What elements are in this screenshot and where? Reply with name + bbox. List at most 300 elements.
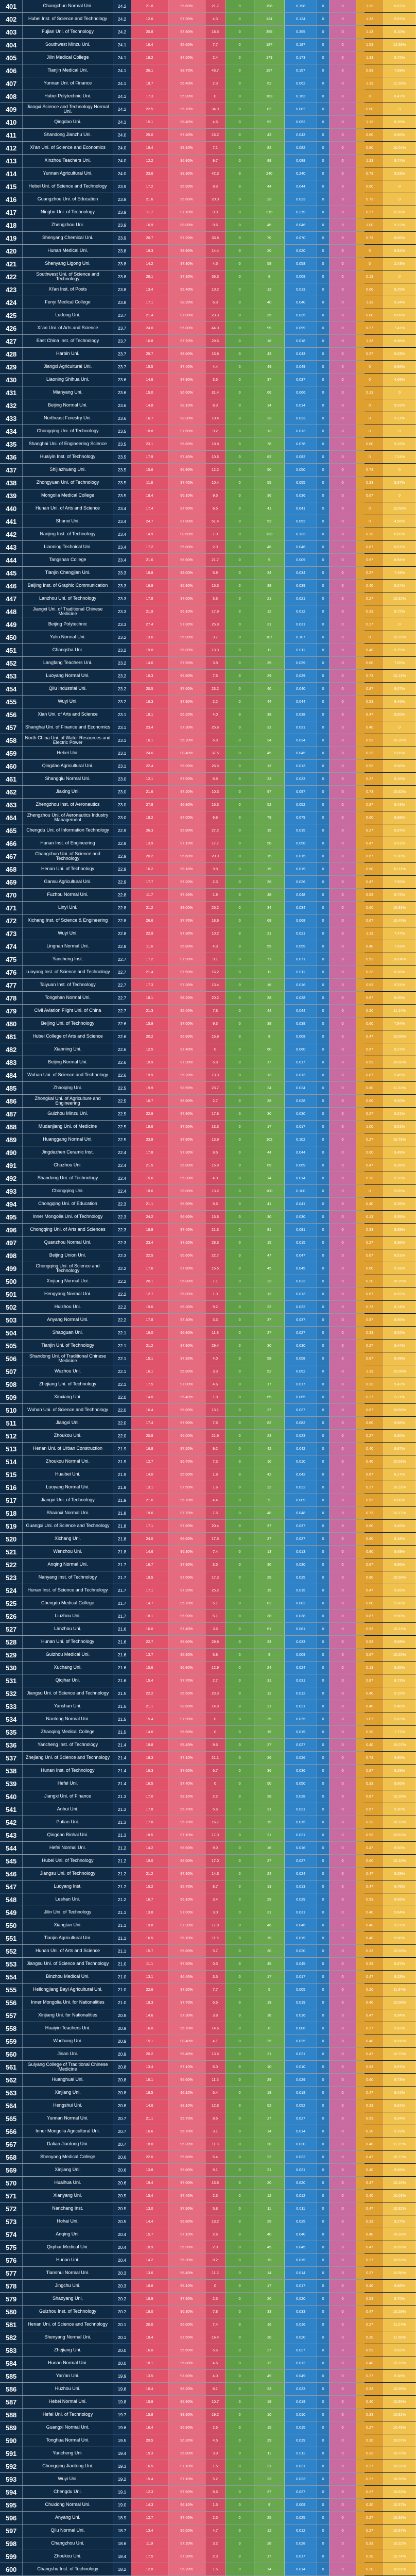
metric-cell: 0 xyxy=(226,824,254,837)
metric-cell: 0 xyxy=(226,180,254,193)
metric-cell: 22.0 xyxy=(131,2151,168,2163)
metric-cell: 0.052 xyxy=(285,1365,317,1378)
metric-cell: 0 xyxy=(317,1365,330,1378)
metric-cell: 0 xyxy=(356,90,384,103)
metric-cell: 15.5 xyxy=(205,580,226,592)
employment-rate-cell: 97.10% xyxy=(168,1752,205,1764)
metric-cell: 31 xyxy=(254,618,285,631)
metric-cell: 0 xyxy=(317,721,330,734)
metric-cell: 0 xyxy=(330,1185,356,1197)
percentage-cell: 9.28% xyxy=(384,1971,416,1983)
table-row xyxy=(0,502,406,515)
employment-rate-cell: 98.70% xyxy=(168,64,205,77)
metric-cell: 30 xyxy=(254,1340,285,1352)
metric-cell: 17.8 xyxy=(131,1803,168,1816)
metric-cell: 0 xyxy=(317,1893,330,1906)
rank-cell: 551 xyxy=(0,1932,23,1944)
table-row xyxy=(0,1945,406,1958)
metric-cell: 52 xyxy=(254,116,285,128)
metric-cell: 21.9 xyxy=(131,605,168,618)
university-name-cell: Fenyi Medical College xyxy=(23,296,113,309)
metric-cell: 0.013 xyxy=(285,283,317,296)
metric-cell: 0 xyxy=(226,2280,254,2292)
metric-cell: 25.6 xyxy=(205,721,226,734)
metric-cell: 0 xyxy=(330,2537,356,2550)
metric-cell: 0 xyxy=(226,1803,254,1816)
metric-cell: 0 xyxy=(330,1468,356,1481)
metric-cell: 0 xyxy=(330,206,356,218)
table-row xyxy=(0,1790,406,1803)
metric-cell: 0.40 xyxy=(356,1932,384,1944)
score-cell: 24.2 xyxy=(113,26,131,38)
metric-cell: 16.9 xyxy=(131,219,168,231)
rank-cell: 560 xyxy=(0,2048,23,2060)
metric-cell: 0.355 xyxy=(285,26,317,38)
score-cell: 22.4 xyxy=(113,1159,131,1172)
table-row xyxy=(0,2280,405,2293)
university-name-cell: Binzhou Medical Uni. xyxy=(23,1971,113,1983)
metric-cell: 0.60 xyxy=(356,1018,384,1030)
employment-rate-cell: 96.10% xyxy=(168,2087,205,2099)
metric-cell: 0 xyxy=(330,1146,356,1159)
metric-cell: 0.87 xyxy=(356,1069,384,1081)
metric-cell: 0 xyxy=(226,1018,254,1030)
metric-cell: 0 xyxy=(330,1481,356,1494)
metric-cell: 0 xyxy=(330,1121,356,1133)
metric-cell: 0 xyxy=(226,206,254,218)
metric-cell: 44 xyxy=(254,1005,285,1017)
score-cell: 23.9 xyxy=(113,193,131,206)
rank-cell: 485 xyxy=(0,1082,23,1094)
metric-cell: 0 xyxy=(317,1906,330,1919)
metric-cell: 18.7 xyxy=(131,77,168,90)
rank-cell: 461 xyxy=(0,773,23,785)
metric-cell: 0 xyxy=(330,309,356,321)
metric-cell: 219 xyxy=(254,206,285,218)
table-row xyxy=(0,90,405,103)
metric-cell: 7.6 xyxy=(205,670,226,682)
university-name-cell: Shangqiu Normal Uni. xyxy=(23,773,113,785)
rank-cell: 482 xyxy=(0,1043,23,1056)
employment-rate-cell: 97.10% xyxy=(168,2460,205,2472)
table-row xyxy=(0,155,405,167)
table-row xyxy=(0,940,405,953)
metric-cell: 0 xyxy=(226,296,254,309)
metric-cell: 0 xyxy=(317,2280,330,2292)
employment-rate-cell: 96.60% xyxy=(168,193,205,206)
table-row xyxy=(0,1236,405,1249)
metric-cell: 0.045 xyxy=(285,1958,317,1970)
metric-cell: 11.8 xyxy=(205,2138,226,2150)
metric-cell: 7.0 xyxy=(205,528,226,540)
metric-cell: 0.40 xyxy=(356,721,384,734)
metric-cell: 0 xyxy=(226,1352,254,1365)
metric-cell: 5.8 xyxy=(205,1056,226,1069)
percentage-cell: 9.63% xyxy=(384,1713,416,1725)
metric-cell: 0 xyxy=(226,1816,254,1828)
percentage-cell: 9.42% xyxy=(384,1378,416,1391)
score-cell: 23.3 xyxy=(113,592,131,605)
table-row xyxy=(0,515,405,528)
metric-cell: 17.8 xyxy=(131,592,168,605)
employment-rate-cell: 97.60% xyxy=(168,1571,205,1584)
metric-cell: 1.33 xyxy=(356,296,384,309)
rank-cell: 467 xyxy=(0,850,23,862)
metric-cell: 0.60 xyxy=(356,180,384,193)
percentage-cell: 8.66% xyxy=(384,1893,416,1906)
metric-cell: 82 xyxy=(254,142,285,154)
metric-cell: 0 xyxy=(226,2035,254,2047)
metric-cell: 0 xyxy=(330,1455,356,1468)
score-cell: 21.7 xyxy=(113,1597,131,1609)
table-row xyxy=(0,309,405,322)
metric-cell: 17 xyxy=(254,2280,285,2292)
metric-cell: 27 xyxy=(254,1327,285,1339)
rank-cell: 415 xyxy=(0,180,23,193)
metric-cell: 0.025 xyxy=(285,1713,317,1725)
metric-cell: 0 xyxy=(330,1687,356,1700)
metric-cell: 0 xyxy=(226,953,254,965)
university-name-cell: Changshu Inst. of Technology xyxy=(23,2563,113,2575)
score-cell: 24.0 xyxy=(113,167,131,180)
university-name-cell: Qingdao Agricultural Uni. xyxy=(23,760,113,772)
percentage-cell: 5.05% xyxy=(384,747,416,759)
metric-cell: 0 xyxy=(330,902,356,914)
table-row xyxy=(0,683,405,696)
metric-cell: 17.9 xyxy=(131,451,168,463)
score-cell: 18.7 xyxy=(113,2524,131,2537)
score-cell: 18.4 xyxy=(113,2550,131,2563)
score-cell: 23.4 xyxy=(113,554,131,566)
percentage-cell: 10.39% xyxy=(384,2473,416,2485)
metric-cell: 14 xyxy=(254,2563,285,2575)
employment-rate-cell: 97.70% xyxy=(168,1996,205,2009)
metric-cell: 0.052 xyxy=(285,116,317,128)
metric-cell: 0 xyxy=(317,374,330,386)
percentage-cell: 8.48% xyxy=(384,1352,416,1365)
metric-cell: 2.5 xyxy=(205,2512,226,2524)
metric-cell: 0.20 xyxy=(356,2434,384,2447)
metric-cell: 0 xyxy=(226,721,254,734)
table-row xyxy=(0,2009,405,2022)
metric-cell: 12.9 xyxy=(205,1662,226,1674)
metric-cell: 21 xyxy=(254,2460,285,2472)
metric-cell: 15.8 xyxy=(205,1159,226,1172)
metric-cell: 15.4 xyxy=(131,2473,168,2485)
metric-cell: 0 xyxy=(330,1932,356,1944)
table-row xyxy=(0,1468,405,1481)
university-name-cell: Beijing Normal Uni. xyxy=(23,399,113,412)
metric-cell: 0 xyxy=(330,386,356,399)
metric-cell: 9.3 xyxy=(205,1018,226,1030)
metric-cell: 0 xyxy=(226,1365,254,1378)
employment-rate-cell: 96.70% xyxy=(168,1880,205,1893)
rank-cell: 576 xyxy=(0,2254,23,2266)
metric-cell: 97 xyxy=(254,786,285,798)
percentage-cell: 10.28% xyxy=(384,1790,416,1803)
table-row xyxy=(0,1198,405,1211)
score-cell: 23.4 xyxy=(113,541,131,553)
metric-cell: 0 xyxy=(317,1687,330,1700)
metric-cell: 0 xyxy=(330,2499,356,2511)
metric-cell: 2.7 xyxy=(205,1674,226,1687)
metric-cell: 45 xyxy=(254,1958,285,1970)
metric-cell: 0.53 xyxy=(356,1623,384,1635)
table-row xyxy=(0,245,405,258)
metric-cell: 0.040 xyxy=(285,296,317,309)
university-name-cell: Hunan Uni. of Arts and Science xyxy=(23,502,113,515)
metric-cell: 0 xyxy=(330,2241,356,2253)
rank-cell: 403 xyxy=(0,26,23,38)
metric-cell: 0.107 xyxy=(285,631,317,643)
metric-cell: 6.5 xyxy=(205,502,226,515)
metric-cell: 10.2 xyxy=(205,283,226,296)
employment-rate-cell: 95.80% xyxy=(168,541,205,553)
metric-cell: 14.3 xyxy=(131,2499,168,2511)
metric-cell: 0 xyxy=(317,979,330,991)
rank-cell: 571 xyxy=(0,2190,23,2202)
metric-cell: 0 xyxy=(226,103,254,115)
percentage-cell: 0 xyxy=(384,193,416,206)
metric-cell: 0 xyxy=(226,1893,254,1906)
metric-cell: 0 xyxy=(317,657,330,669)
score-cell: 22.0 xyxy=(113,1417,131,1429)
university-name-cell: Chengdu Uni. xyxy=(23,2486,113,2498)
metric-cell: 5.7 xyxy=(205,1945,226,1957)
metric-cell: 82 xyxy=(254,1417,285,1429)
table-row xyxy=(0,824,405,837)
percentage-cell: 11.29% xyxy=(384,2138,416,2150)
metric-cell: 0 xyxy=(330,1752,356,1764)
table-row xyxy=(0,799,405,811)
percentage-cell: 10.13% xyxy=(384,670,416,682)
university-name-cell: Xianyang Uni. xyxy=(23,2190,113,2202)
score-cell: 20.7 xyxy=(113,2125,131,2138)
metric-cell: 0 xyxy=(317,644,330,656)
metric-cell: 0 xyxy=(226,2473,254,2485)
metric-cell: 0 xyxy=(226,2421,254,2434)
metric-cell: 0.47 xyxy=(356,708,384,721)
metric-cell: 0 xyxy=(330,1971,356,1983)
metric-cell: 12.7 xyxy=(131,1455,168,1468)
percentage-cell: 9.72% xyxy=(384,52,416,64)
table-row xyxy=(0,1185,405,1198)
rank-cell: 537 xyxy=(0,1752,23,1764)
metric-cell: 27.4 xyxy=(131,618,168,631)
score-cell: 21.0 xyxy=(113,1984,131,1996)
metric-cell: 0 xyxy=(226,386,254,399)
metric-cell: 29.4 xyxy=(205,1340,226,1352)
percentage-cell: 9.45% xyxy=(384,1069,416,1081)
table-row xyxy=(0,219,405,232)
metric-cell: 0.060 xyxy=(285,1043,317,1056)
percentage-cell: 11.34% xyxy=(384,1984,416,1996)
metric-cell: 0.038 xyxy=(285,708,317,721)
metric-cell: 0.87 xyxy=(356,1404,384,1416)
metric-cell: 65 xyxy=(254,1391,285,1403)
score-cell: 23.9 xyxy=(113,206,131,218)
metric-cell: 0.93 xyxy=(356,64,384,77)
metric-cell: 0 xyxy=(356,374,384,386)
metric-cell: 2.5 xyxy=(205,2293,226,2305)
metric-cell: 13.8 xyxy=(205,2177,226,2189)
metric-cell: 0 xyxy=(317,1558,330,1571)
metric-cell: 0 xyxy=(317,1623,330,1635)
percentage-cell: 8.38% xyxy=(384,966,416,978)
percentage-cell: 9.38% xyxy=(384,2370,416,2382)
metric-cell: 3.9 xyxy=(205,2447,226,2460)
metric-cell: 4.3 xyxy=(205,13,226,25)
score-cell: 21.3 xyxy=(113,1790,131,1803)
score-cell: 22.5 xyxy=(113,1095,131,1107)
metric-cell: 0.13 xyxy=(356,270,384,283)
metric-cell: 12.8 xyxy=(131,2563,168,2575)
table-row xyxy=(0,2306,406,2318)
rank-cell: 577 xyxy=(0,2267,23,2279)
metric-cell: 0.40 xyxy=(356,1739,384,1751)
metric-cell: 0 xyxy=(317,773,330,785)
score-cell: 21.2 xyxy=(113,1842,131,1854)
employment-rate-cell: 95.60% xyxy=(168,2344,205,2357)
metric-cell: 29 xyxy=(254,1893,285,1906)
metric-cell: 24.7 xyxy=(131,515,168,528)
table-row xyxy=(0,927,405,940)
metric-cell: 0 xyxy=(226,567,254,579)
percentage-cell: 9.27% xyxy=(384,2215,416,2228)
metric-cell: 0 xyxy=(317,219,330,231)
metric-cell: 0 xyxy=(226,502,254,515)
metric-cell: 0 xyxy=(226,1971,254,1983)
university-name-cell: Luoyang Normal Uni. xyxy=(23,670,113,682)
metric-cell: 0 xyxy=(317,502,330,515)
metric-cell: 0 xyxy=(226,618,254,631)
employment-rate-cell: 96.50% xyxy=(168,1726,205,1738)
metric-cell: 0 xyxy=(226,2061,254,2073)
metric-cell: 9.5 xyxy=(205,2112,226,2125)
metric-cell: 0 xyxy=(317,1880,330,1893)
metric-cell: 0 xyxy=(226,2331,254,2344)
metric-cell: 50 xyxy=(254,1777,285,1790)
metric-cell: 0.60 xyxy=(356,283,384,296)
metric-cell: 0 xyxy=(226,2254,254,2266)
employment-rate-cell: 96.90% xyxy=(168,180,205,193)
university-name-cell: Wuzhou Uni. xyxy=(23,1365,113,1378)
metric-cell: 13.1 xyxy=(131,1971,168,1983)
metric-cell: 0.034 xyxy=(285,567,317,579)
metric-cell: 0 xyxy=(330,605,356,618)
metric-cell: 24 xyxy=(254,1662,285,1674)
percentage-cell: 9.72% xyxy=(384,889,416,901)
metric-cell: 61 xyxy=(254,1623,285,1635)
table-row xyxy=(0,1095,405,1108)
metric-cell: 0.009 xyxy=(285,2499,317,2511)
metric-cell: 0.102 xyxy=(285,1133,317,1146)
metric-cell: 0 xyxy=(317,1868,330,1880)
metric-cell: 13 xyxy=(254,425,285,437)
rank-cell: 465 xyxy=(0,824,23,837)
metric-cell: 17.0 xyxy=(205,1829,226,1841)
metric-cell: 0 xyxy=(226,1765,254,1777)
table-row xyxy=(0,1082,406,1095)
score-cell: 21.6 xyxy=(113,1636,131,1648)
employment-rate-cell: 97.20% xyxy=(168,1984,205,1996)
rank-cell: 578 xyxy=(0,2280,23,2292)
metric-cell: 8.6 xyxy=(205,2486,226,2498)
employment-rate-cell: 96.80% xyxy=(168,2215,205,2228)
metric-cell: 0 xyxy=(330,2087,356,2099)
metric-cell: 0.47 xyxy=(356,1842,384,1854)
percentage-cell: 9.44% xyxy=(384,1340,416,1352)
metric-cell: 15.1 xyxy=(131,116,168,128)
metric-cell: 0.041 xyxy=(285,502,317,515)
metric-cell: 0 xyxy=(330,232,356,244)
metric-cell: 0 xyxy=(205,1777,226,1790)
rank-cell: 595 xyxy=(0,2499,23,2511)
university-name-cell: Jiangxi Uni. of Technology xyxy=(23,1494,113,1506)
metric-cell: 9.2 xyxy=(205,425,226,437)
score-cell: 21.5 xyxy=(113,1726,131,1738)
metric-cell: 0.60 xyxy=(356,1520,384,1532)
metric-cell: 0 xyxy=(330,876,356,888)
metric-cell: 43.7 xyxy=(205,64,226,77)
rank-cell: 439 xyxy=(0,489,23,502)
rank-cell: 563 xyxy=(0,2087,23,2099)
metric-cell: 41 xyxy=(254,1198,285,1210)
rank-cell: 420 xyxy=(0,245,23,257)
rank-cell: 509 xyxy=(0,1391,23,1403)
metric-cell: 7.7 xyxy=(205,39,226,51)
university-name-cell: Jiangsu Uni. of Science and Technology xyxy=(23,1958,113,1970)
score-cell: 22.1 xyxy=(113,1378,131,1391)
percentage-cell: 6.03% xyxy=(384,348,416,360)
score-cell: 22.1 xyxy=(113,1327,131,1339)
metric-cell: 17.5 xyxy=(131,2550,168,2563)
metric-cell: 0 xyxy=(330,2383,356,2395)
rank-cell: 575 xyxy=(0,2241,23,2253)
employment-rate-cell: 97.20% xyxy=(168,1584,205,1597)
metric-cell: 0 xyxy=(226,1443,254,1455)
metric-cell: 0 xyxy=(330,2460,356,2472)
score-cell: 20.1 xyxy=(113,2331,131,2344)
percentage-cell: 10.04% xyxy=(384,142,416,154)
university-name-cell: Hubei College of Arts and Science xyxy=(23,1030,113,1043)
employment-rate-cell: 96.90% xyxy=(168,760,205,772)
metric-cell: 18.4 xyxy=(131,2331,168,2344)
score-cell: 22.3 xyxy=(113,1249,131,1262)
score-cell: 22.0 xyxy=(113,1404,131,1416)
table-row xyxy=(0,2074,405,2087)
table-row xyxy=(0,1880,405,1893)
percentage-cell: 9.73% xyxy=(384,2074,416,2086)
rank-cell: 449 xyxy=(0,618,23,631)
metric-cell: 0.012 xyxy=(285,605,317,618)
rank-cell: 543 xyxy=(0,1829,23,1841)
university-name-cell: Mongolia Medical College xyxy=(23,489,113,502)
employment-rate-cell: 96.60% xyxy=(168,1533,205,1545)
university-name-cell: Shanxi Uni. xyxy=(23,515,113,528)
metric-cell: 1.13 xyxy=(356,116,384,128)
metric-cell: 0 xyxy=(317,142,330,154)
rank-cell: 566 xyxy=(0,2125,23,2138)
metric-cell: 0.27 xyxy=(356,2512,384,2524)
score-cell: 20.2 xyxy=(113,2293,131,2305)
score-cell: 21.4 xyxy=(113,1777,131,1790)
metric-cell: 11.6 xyxy=(205,1932,226,1944)
employment-rate-cell: 97.50% xyxy=(168,1121,205,1133)
metric-cell: 23.3 xyxy=(205,309,226,321)
employment-rate-cell: 97.90% xyxy=(168,1558,205,1571)
metric-cell: 0.20 xyxy=(356,2125,384,2138)
